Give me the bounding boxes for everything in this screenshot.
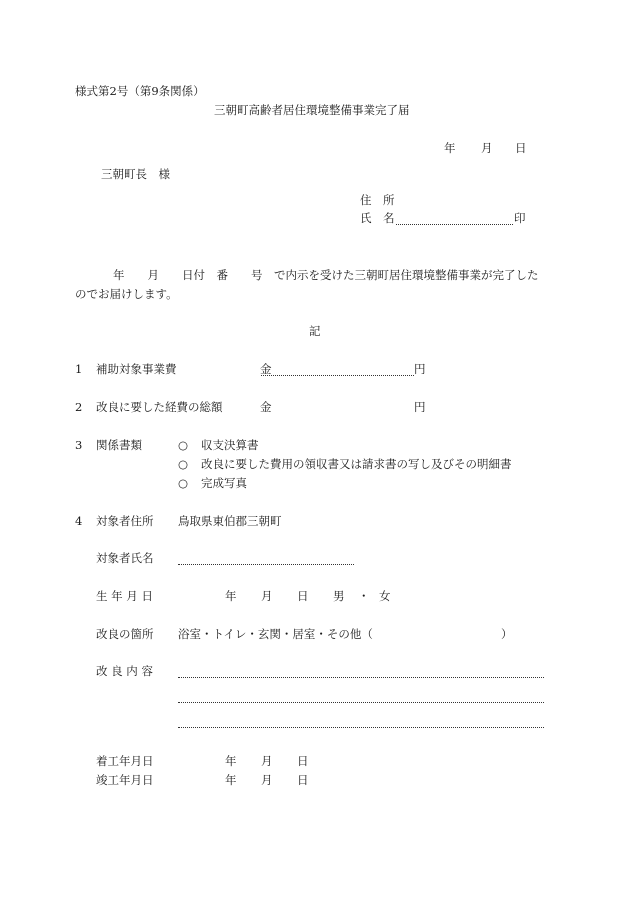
doc-item: 改良に要した費用の領収書又は請求書の写し及びその明細書 <box>201 457 512 471</box>
doc-bullet-icon: ○ <box>178 438 189 452</box>
sex-separator: ・ <box>358 589 370 603</box>
item1-label: 補助対象事業費 <box>96 362 177 376</box>
form-title: 三朝町高齢者居住環境整備事業完了届 <box>214 103 410 117</box>
birth-year: 年 <box>225 589 237 603</box>
start-date-label: 着工年月日 <box>96 754 154 768</box>
end-date-label: 竣工年月日 <box>96 773 154 787</box>
end-month: 月 <box>261 773 273 787</box>
item1-yen: 円 <box>414 362 426 376</box>
body-text-line1: 年 月 日付 番 号 で内示を受けた三朝町居住環境整備事業が完了した <box>113 268 539 282</box>
item2-label: 改良に要した経費の総額 <box>96 400 223 414</box>
end-day: 日 <box>297 773 309 787</box>
content-line <box>178 727 544 728</box>
start-year: 年 <box>225 754 237 768</box>
improvement-place-options: 浴室・トイレ・玄関・居室・その他（ <box>178 627 373 641</box>
target-name-line <box>178 564 354 565</box>
form-number: 様式第2号（第9条関係） <box>75 84 205 98</box>
item2-number: 2 <box>75 400 83 414</box>
sex-male: 男 <box>333 589 345 603</box>
item3-number: 3 <box>75 438 83 452</box>
content-line <box>178 677 544 678</box>
start-day: 日 <box>297 754 309 768</box>
item3-label: 関係書類 <box>96 438 142 452</box>
content-line <box>178 702 544 703</box>
improvement-content-label: 改 良 内 容 <box>96 664 153 678</box>
applicant-name-label: 氏 名 <box>360 211 395 225</box>
birth-month: 月 <box>261 589 273 603</box>
doc-bullet-icon: ○ <box>178 476 189 490</box>
date-day: 日 <box>515 141 527 155</box>
doc-item: 収支決算書 <box>201 438 259 452</box>
applicant-address-label: 住 所 <box>360 193 395 207</box>
date-month: 月 <box>481 141 493 155</box>
end-year: 年 <box>225 773 237 787</box>
sex-female: 女 <box>379 589 391 603</box>
ki-heading: 記 <box>309 324 321 338</box>
seal-mark: 印 <box>514 211 526 225</box>
improvement-place-label: 改良の箇所 <box>96 627 154 641</box>
item4-number: 4 <box>75 514 83 528</box>
doc-item: 完成写真 <box>201 476 247 490</box>
birth-day: 日 <box>297 589 309 603</box>
doc-bullet-icon: ○ <box>178 457 189 471</box>
addressee: 三朝町長 様 <box>101 167 170 181</box>
applicant-name-line <box>396 224 513 225</box>
start-month: 月 <box>261 754 273 768</box>
target-name-label: 対象者氏名 <box>96 551 154 565</box>
item1-number: 1 <box>75 362 83 376</box>
target-address-label: 対象者住所 <box>96 514 154 528</box>
target-address-value: 鳥取県東伯郡三朝町 <box>178 514 282 528</box>
birthdate-label: 生 年 月 日 <box>96 589 153 603</box>
date-year: 年 <box>444 141 456 155</box>
item1-amount-line <box>261 375 414 376</box>
item1-kin: 金 <box>260 362 272 376</box>
improvement-place-close: ） <box>501 627 513 641</box>
item2-kin: 金 <box>260 400 272 414</box>
item2-yen: 円 <box>414 400 426 414</box>
body-text-line2: のでお届けします。 <box>75 287 178 301</box>
